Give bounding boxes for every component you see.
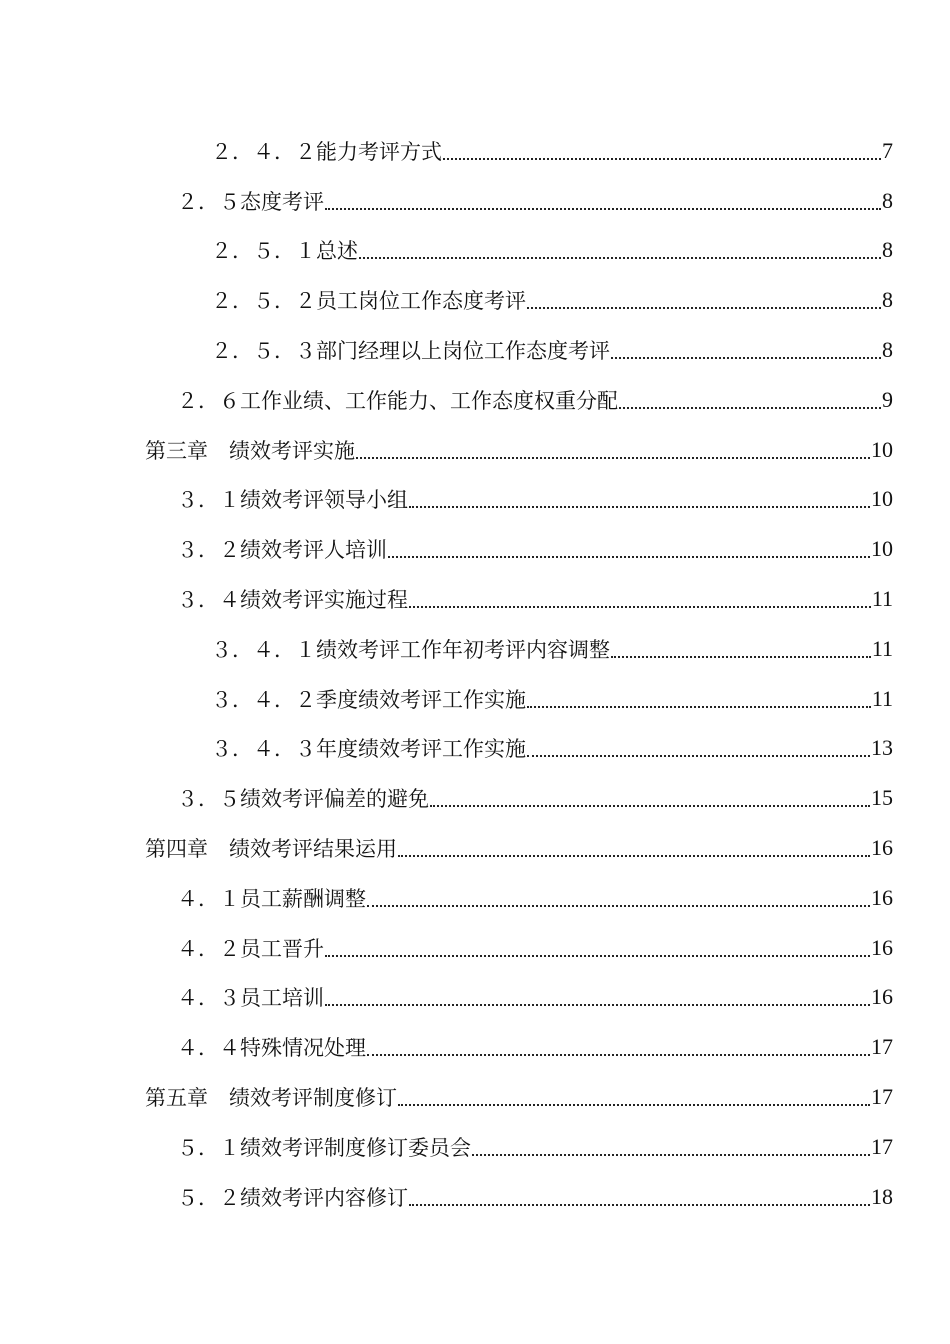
toc-leader-dots [367, 905, 870, 907]
toc-page-number: 10 [871, 436, 893, 462]
toc-entry-title: ３．４．２季度绩效考评工作实施 [211, 687, 526, 712]
toc-entry[interactable] [0, 375, 893, 425]
toc-leader-dots [367, 1054, 870, 1056]
toc-entry[interactable] [0, 126, 893, 176]
toc-entry-title: ４．１员工薪酬调整 [177, 886, 366, 911]
toc-entry[interactable] [0, 624, 893, 674]
toc-entry-title: ２．５．１总述 [211, 239, 358, 264]
toc-page-number: 9 [882, 386, 893, 412]
toc-entry[interactable] [0, 973, 893, 1023]
toc-page-number: 16 [871, 934, 893, 960]
toc-leader-dots [611, 357, 881, 359]
toc-leader-dots [527, 706, 871, 708]
toc-entry-title: ２．５．２员工岗位工作态度考评 [211, 289, 526, 314]
toc-page-number: 8 [882, 187, 893, 213]
toc-entry[interactable] [0, 275, 893, 325]
toc-entry[interactable] [0, 773, 893, 823]
toc-page-number: 16 [871, 835, 893, 861]
toc-leader-dots [359, 257, 881, 259]
toc-page-number: 13 [871, 735, 893, 761]
toc-page-number: 10 [871, 536, 893, 562]
toc-entry[interactable] [0, 1122, 893, 1172]
toc-leader-dots [409, 606, 871, 608]
toc-entry[interactable] [0, 923, 893, 973]
toc-leader-dots [527, 755, 870, 757]
toc-page-number: 15 [871, 785, 893, 811]
toc-entry-title: ３．１绩效考评领导小组 [177, 488, 408, 513]
toc-page-number: 11 [871, 685, 893, 711]
toc-page-number: 16 [871, 984, 893, 1010]
toc-entry[interactable] [0, 475, 893, 525]
toc-entry-title: 第五章 绩效考评制度修订 [145, 1086, 397, 1111]
toc-entry-title: ４．３员工培训 [177, 986, 324, 1011]
toc-page-number: 8 [882, 237, 893, 263]
toc-page-number: 11 [871, 635, 893, 661]
toc-page-number: 17 [871, 1034, 893, 1060]
toc-entry[interactable] [0, 1022, 893, 1072]
toc-entry-title: 第三章 绩效考评实施 [145, 438, 355, 463]
toc-leader-dots [409, 506, 870, 508]
toc-entry-title: ２．５态度考评 [177, 189, 324, 214]
toc-entry-title: ２．４．２能力考评方式 [211, 139, 442, 164]
toc-leader-dots [356, 457, 870, 459]
toc-leader-dots [409, 1204, 870, 1206]
toc-page-number: 17 [871, 1084, 893, 1110]
toc-entry[interactable] [0, 1072, 893, 1122]
toc-entry[interactable] [0, 873, 893, 923]
toc-leader-dots [611, 656, 871, 658]
toc-entry[interactable] [0, 425, 893, 475]
toc-leader-dots [325, 955, 870, 957]
toc-page-number: 8 [882, 337, 893, 363]
toc-page-number: 7 [882, 137, 893, 163]
toc-leader-dots [325, 208, 881, 210]
toc-entry-title: 第四章 绩效考评结果运用 [145, 837, 397, 862]
toc-entry[interactable] [0, 524, 893, 574]
toc-entry[interactable] [0, 724, 893, 774]
toc-leader-dots [527, 307, 881, 309]
toc-entry[interactable] [0, 325, 893, 375]
toc-leader-dots [472, 1154, 870, 1156]
toc-page-number: 11 [871, 586, 893, 612]
toc-entry-title: ３．２绩效考评人培训 [177, 538, 387, 563]
toc-entry-title: ４．４特殊情况处理 [177, 1036, 366, 1061]
toc-leader-dots [398, 855, 870, 857]
toc-entry-title: ２．６工作业绩、工作能力、工作态度权重分配 [177, 388, 618, 413]
toc-entry[interactable] [0, 176, 893, 226]
toc-entry-title: ３．５绩效考评偏差的避免 [177, 787, 429, 812]
toc-entry-title: ５．１绩效考评制度修订委员会 [177, 1135, 471, 1160]
toc-leader-dots [430, 805, 870, 807]
toc-entry-title: ５．２绩效考评内容修订 [177, 1185, 408, 1210]
toc-entry-title: ３．４绩效考评实施过程 [177, 588, 408, 613]
toc-entry-title: ３．４．３年度绩效考评工作实施 [211, 737, 526, 762]
toc-page-number: 18 [871, 1183, 893, 1209]
toc-entry[interactable] [0, 674, 893, 724]
toc-entry[interactable] [0, 226, 893, 276]
toc-entry-title: ４．２员工晋升 [177, 936, 324, 961]
toc-leader-dots [619, 407, 881, 409]
toc-leader-dots [325, 1004, 870, 1006]
table-of-contents [0, 126, 950, 1222]
toc-leader-dots [398, 1104, 870, 1106]
toc-entry-title: ２．５．３部门经理以上岗位工作态度考评 [211, 339, 610, 364]
toc-page-number: 8 [882, 287, 893, 313]
toc-entry[interactable] [0, 574, 893, 624]
toc-page-number: 16 [871, 884, 893, 910]
toc-entry[interactable] [0, 1172, 893, 1222]
toc-leader-dots [388, 556, 870, 558]
toc-leader-dots [443, 158, 881, 160]
toc-page-number: 17 [871, 1133, 893, 1159]
toc-page-number: 10 [871, 486, 893, 512]
toc-entry-title: ３．４．１绩效考评工作年初考评内容调整 [211, 637, 610, 662]
toc-entry[interactable] [0, 823, 893, 873]
